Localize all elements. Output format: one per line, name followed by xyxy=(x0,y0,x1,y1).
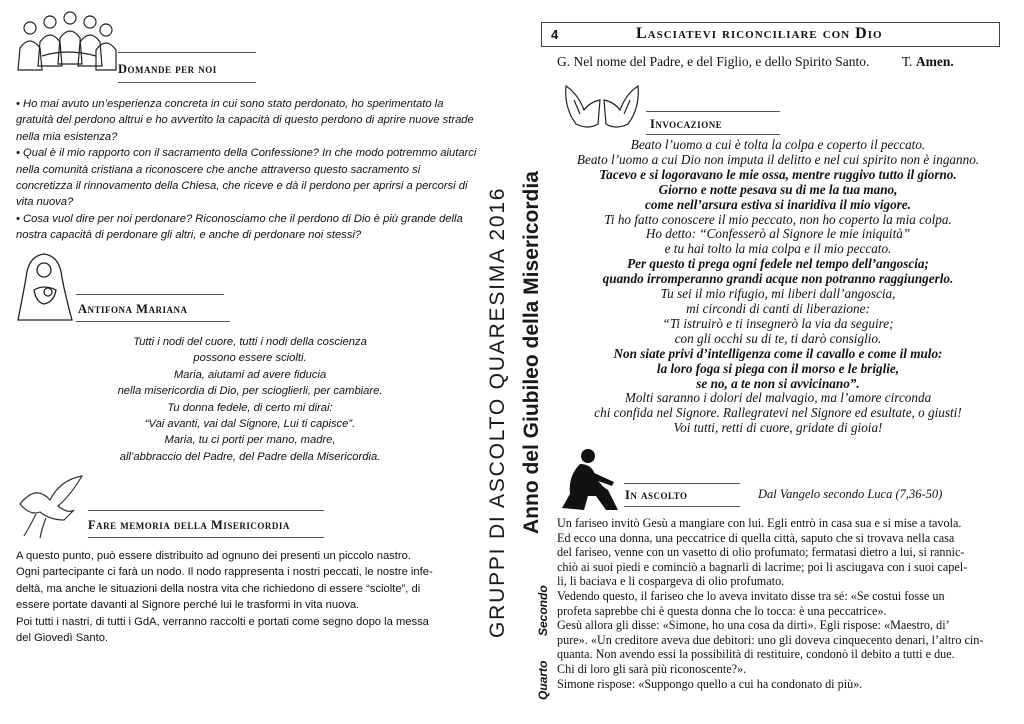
gospel-line: Chi di loro gli sarà più riconoscente?». xyxy=(557,661,747,676)
invocazione-line: la loro foga si piega con il morso e le briglie, xyxy=(656,360,900,376)
page-number: 4 xyxy=(551,27,559,42)
invocazione-line: con gli occhi su di te, ti darò consiglio. xyxy=(674,330,882,346)
memoria-line: Poi tutti i nastri, di tutti i GdA, verranno raccolti e portati come segno dopo la messa xyxy=(16,615,429,628)
antifona-line: Maria, tu ci porti per mano, madre, xyxy=(164,434,336,447)
memoria-line: del Giovedì Santo. xyxy=(16,632,109,645)
madonna-illustration xyxy=(14,250,76,322)
antifona-line: Tu donna fedele, di certo mi dirai: xyxy=(167,401,333,414)
week-label-quarto: Quarto xyxy=(536,660,550,700)
gospel-source: Dal Vangelo secondo Luca (7,36-50) xyxy=(758,487,943,501)
antifona-heading: Antifona Mariana xyxy=(78,302,188,316)
gospel-line: chiò ai suoi piedi e cominciò a bagnarli di lacrime; poi li asciugava con i suoi capel- xyxy=(557,559,968,574)
gospel-line: Un fariseo invitò Gesù a mangiare con lui. Egli entrò in casa sua e si mise a tavola. xyxy=(557,516,962,530)
spine-subtitle: Anno del Giubileo della Misericordia xyxy=(520,171,543,534)
domande-item-3: • Cosa vuol dire per noi perdonare? Riconosciamo che il perdono di Dio è più grande della nostra capacità di perdonare gli altri, e anche di perdonare noi stessi? xyxy=(16,212,463,242)
antifona-text xyxy=(60,334,440,465)
domande-item-2: • Qual è il mio rapporto con il sacramento della Confessione? In che modo potremmo aiutarci nella comunità cristiana a riconoscere che anche attraverso questo sacramento si concretizza il rinnovamento della Chiesa, che riceve e dà il perdono per aprirsi a percorsi di vita nuova? xyxy=(16,147,477,209)
antifona-line: Maria, aiutami ad avere fiducia xyxy=(173,368,327,381)
invocazione-line: “Ti istruirò e ti insegnerò la via da seguire; xyxy=(662,315,894,331)
memoria-line: deltà, ma anche le situazioni della nostra vita che richiedono di essere “sciolte”, di xyxy=(16,582,421,595)
invocazione-line: Beato l’uomo a cui è tolta la colpa e coperto il peccato. xyxy=(630,137,926,152)
domande-item-1: • Ho mai avuto un’esperienza concreta in cui sono stato perdonato, ho sperimentato la gratuità del perdono altrui e ho avvertito la capacità di questo perdono di aprire nuove strade nella mia esistenza? xyxy=(16,98,474,143)
antifona-line: Tutti i nodi del cuore, tutti i nodi della coscienza xyxy=(133,336,367,348)
memoria-line: Ogni partecipante ci farà un nodo. Il nodo rappresenta i nostri peccati, le nostre infe- xyxy=(16,566,433,579)
invocazione-line: mi circondi di canti di liberazione: xyxy=(686,300,870,316)
gospel-line: Gesù allora gli disse: «Simone, ho una cosa da dirti». Egli rispose: «Maestro, di’ xyxy=(557,618,950,633)
week-label-secondo: Secondo xyxy=(536,585,550,636)
invocazione-line: se no, a te non si avvicinano”. xyxy=(696,375,860,391)
domande-list xyxy=(16,96,478,244)
page-title: Lasciatevi riconciliare con Dio xyxy=(636,25,883,42)
memoria-heading: Fare memoria della Misericordia xyxy=(88,518,290,532)
invocazione-line: chi confida nel Signore. Rallegratevi nel Signore ed esultate, o giusti! xyxy=(594,405,962,421)
invocazione-text xyxy=(556,138,1000,436)
dove-illustration xyxy=(16,474,88,540)
invocazione-line: Molti saranno i dolori del malvagio, ma l’amore circonda xyxy=(624,390,932,406)
group-illustration xyxy=(12,8,120,76)
gospel-text xyxy=(557,516,1007,691)
memoria-line: A questo punto, può essere distribuito ad ognuno dei presenti un piccolo nastro. xyxy=(16,550,411,562)
invocazione-line: Non siate privi d’intelligenza come il cavallo e come il mulo: xyxy=(613,345,943,361)
antifona-line: nella misericordia di Dio, per scioglierli, per cambiare. xyxy=(117,385,383,398)
response-label: T. xyxy=(901,54,913,69)
invocazione-line: Voi tutti, retti di cuore, gridate di gioia! xyxy=(673,420,883,436)
gospel-line: del fariseo, venne con un vasetto di olio profumato; fermatasi dietro a lui, si rannic- xyxy=(557,545,965,560)
antifona-line: possono essere sciolti. xyxy=(193,352,307,365)
invocazione-line: Giorno e notte pesava su di me la tua mano, xyxy=(658,181,898,197)
invocazione-line: come nell’arsura estiva si inaridiva il mio vigore. xyxy=(645,196,911,212)
invocazione-heading: Invocazione xyxy=(650,117,723,131)
invocazione-line: Beato l’uomo a cui Dio non imputa il delitto e nel cui spirito non è inganno. xyxy=(576,151,980,167)
opening-line xyxy=(557,54,954,70)
gospel-line: Simone rispose: «Suppongo quello a cui ha condonato di più». xyxy=(557,676,863,691)
ascolto-heading: In ascolto xyxy=(625,488,688,502)
spine-main-title: GRUPPI DI ASCOLTO QUARESIMA 2016 xyxy=(486,186,509,638)
gospel-line: Vedendo questo, il fariseo che lo aveva invitato disse tra sé: «Se costui fosse un xyxy=(557,588,945,603)
invocazione-line: Tacevo e si logoravano le mie ossa, mentre ruggivo tutto il giorno. xyxy=(599,166,957,182)
invocazione-line: Per questo ti prega ogni fedele nel tempo dell’angoscia; xyxy=(627,256,929,272)
invocazione-line: e tu hai tolto la mia colpa e il mio peccato. xyxy=(664,241,892,257)
gospel-line: pure». «Un creditore aveva due debitori: uno gli doveva cinquecento denari, l’altro cin- xyxy=(557,632,984,647)
memoria-text xyxy=(16,548,486,646)
invocazione-line: Tu sei il mio rifugio, mi liberi dall’angoscia, xyxy=(660,286,896,302)
invocazione-line: Ho detto: “Confesserò al Signore le mie iniquità” xyxy=(645,226,911,242)
antifona-line: all’abbraccio del Padre, del Padre della Misericordia. xyxy=(119,450,381,463)
gospel-line: profeta saprebbe chi è questa donna che lo tocca: è una peccatrice». xyxy=(557,603,887,618)
gospel-line: Ed ecco una donna, una peccatrice di quella città, saputo che si trovava nella casa xyxy=(557,530,955,545)
response-text: Amen. xyxy=(915,54,954,69)
domande-heading: Domande per noi xyxy=(118,62,217,76)
praying-hands-illustration xyxy=(560,80,644,138)
opening-text: G. Nel nome del Padre, e del Figlio, e dello Spirito Santo. xyxy=(557,54,870,69)
invocazione-line: Ti ho fatto conoscere il mio peccato, non ho coperto la mia colpa. xyxy=(604,211,952,227)
invocazione-line: quando irromperanno grandi acque non potranno raggiungerlo. xyxy=(602,271,954,287)
gospel-line: quanta. Non avendo essi la possibilità di restituire, condonò il debito a tutti e due. xyxy=(557,647,955,662)
memoria-line: essere portate davanti al Signore perché lui le trasformi in vita nuova. xyxy=(16,599,360,612)
kneeling-figure-illustration xyxy=(554,446,626,514)
gospel-line: li, li baciava e li cospargeva di olio profumato. xyxy=(557,574,785,589)
antifona-line: “Vai avanti, vai dal Signore, Lui ti capisce”. xyxy=(144,418,356,431)
